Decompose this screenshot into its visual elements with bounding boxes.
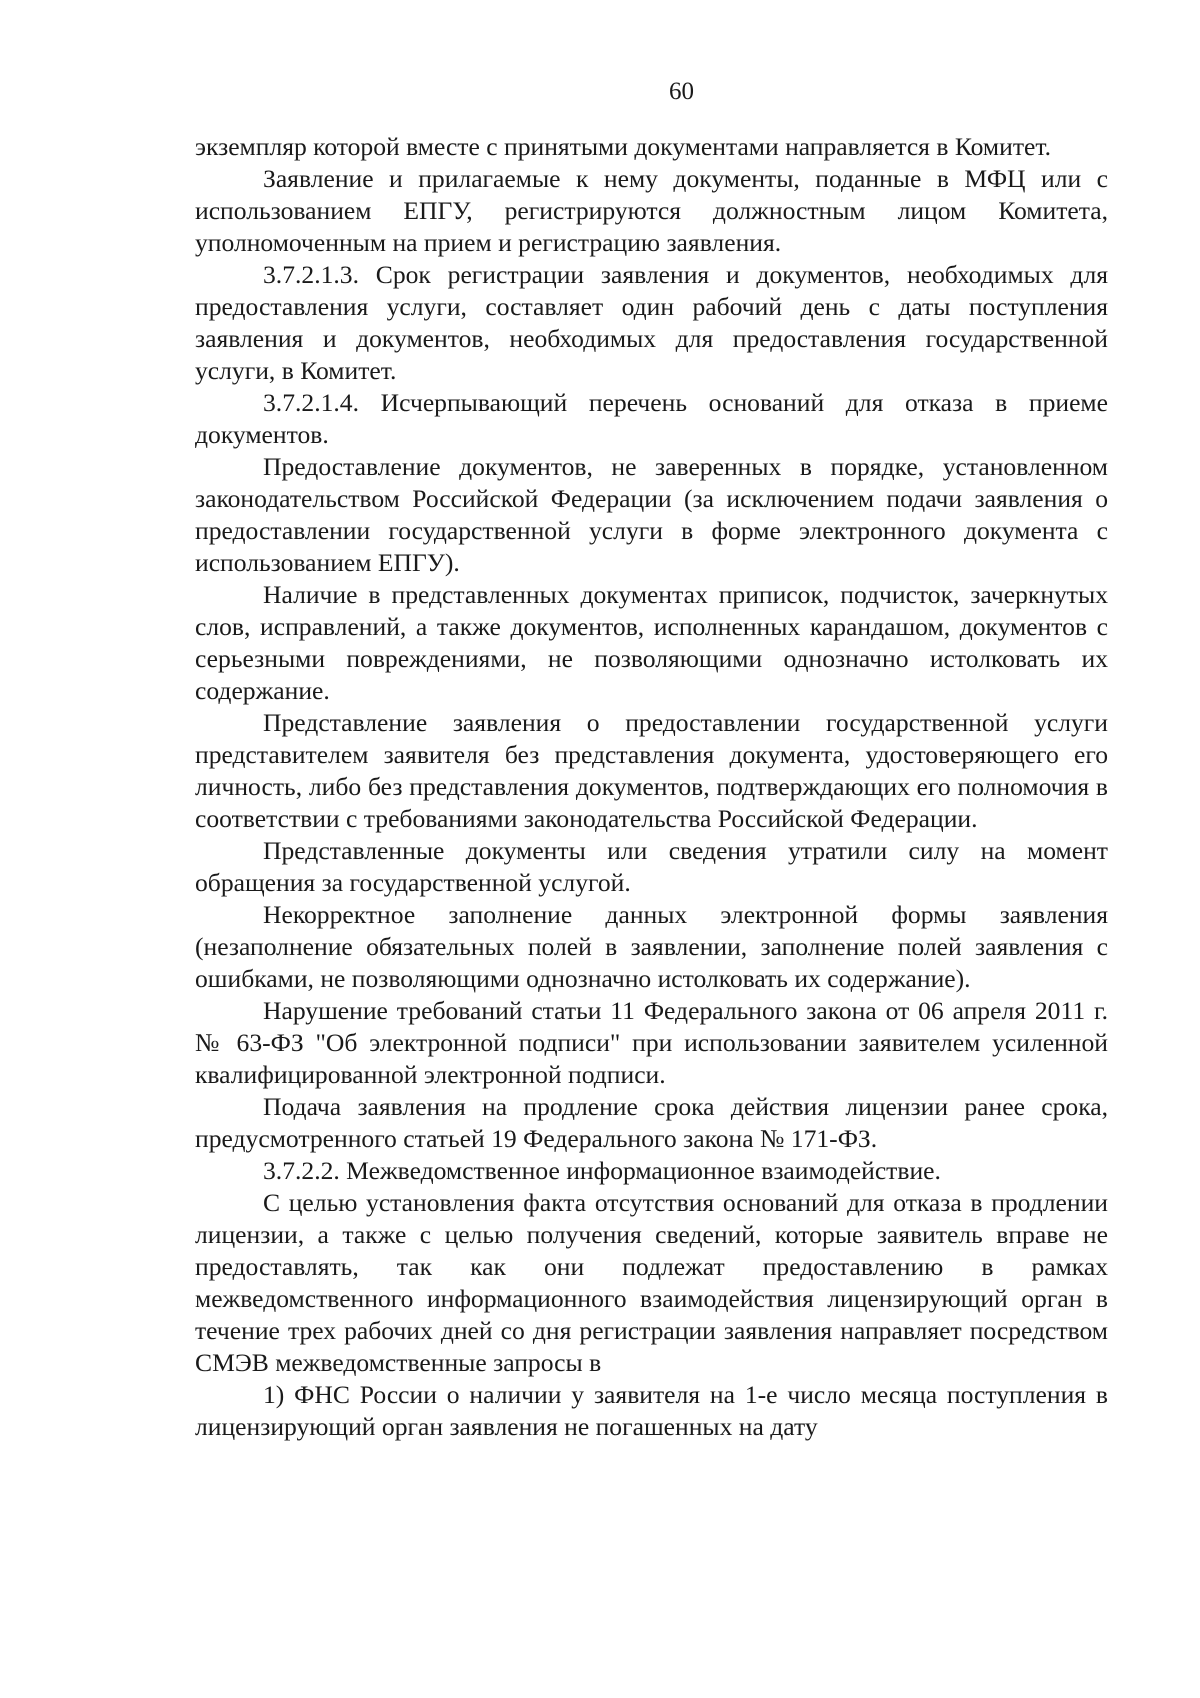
paragraph: экземпляр которой вместе с принятыми документами направляется в Комитет. [195, 132, 1052, 161]
paragraph: Заявление и прилагаемые к нему документы, поданные в МФЦ или с использованием ЕПГУ, регистрируются должностным лицом Комитета, уполномоченным на прием и регистрацию заявления. [195, 164, 1108, 257]
paragraph: 3.7.2.1.3. Срок регистрации заявления и документов, необходимых для предоставления услуги, составляет один рабочий день с даты поступления заявления и документов, необходимых для предоставления государственной услуги, в Комитет. [195, 260, 1108, 385]
paragraph: Представленные документы или сведения утратили силу на момент обращения за государственной услугой. [195, 836, 1108, 897]
paragraph: Нарушение требований статьи 11 Федерального закона от 06 апреля 2011 г. № 63-ФЗ "Об электронной подписи" при использовании заявителем усиленной квалифицированной электронной подписи. [195, 996, 1108, 1089]
paragraph: 3.7.2.2. Межведомственное информационное взаимодействие. [263, 1156, 941, 1185]
paragraph: 1) ФНС России о наличии у заявителя на 1-е число месяца поступления в лицензирующий орган заявления не погашенных на дату [195, 1380, 1108, 1441]
paragraph: С целью установления факта отсутствия оснований для отказа в продлении лицензии, а также с целью получения сведений, которые заявитель вправе не предоставлять, так как они подлежат предоставлению в рамках межведомственного информационного взаимодействия лицензирующий орган в течение трех рабочих дней со дня регистрации заявления направляет посредством СМЭВ межведомственные запросы в [195, 1188, 1108, 1377]
paragraph: Подача заявления на продление срока действия лицензии ранее срока, предусмотренного статьей 19 Федерального закона № 171-ФЗ. [195, 1092, 1108, 1153]
paragraph: Некорректное заполнение данных электронной формы заявления (незаполнение обязательных полей в заявлении, заполнение полей заявления с ошибками, не позволяющими однозначно истолковать их содержание). [195, 900, 1108, 993]
paragraph: Представление заявления о предоставлении государственной услуги представителем заявителя без представления документа, удостоверяющего его личность, либо без представления документов, подтверждающих его полномочия в соответствии с требованиями законодательства Российской Федерации. [195, 708, 1108, 833]
paragraph: Наличие в представленных документах приписок, подчисток, зачеркнутых слов, исправлений, а также документов, исполненных карандашом, документов с серьезными повреждениями, не позволяющими однозначно истолковать их содержание. [195, 580, 1108, 705]
paragraph: 3.7.2.1.4. Исчерпывающий перечень оснований для отказа в приеме документов. [195, 388, 1108, 449]
page-number: 60 [669, 78, 694, 105]
paragraph: Предоставление документов, не заверенных в порядке, установленном законодательством Российской Федерации (за исключением подачи заявления о предоставлении государственной услуги в форме электронного документа с использованием ЕПГУ). [195, 452, 1108, 577]
